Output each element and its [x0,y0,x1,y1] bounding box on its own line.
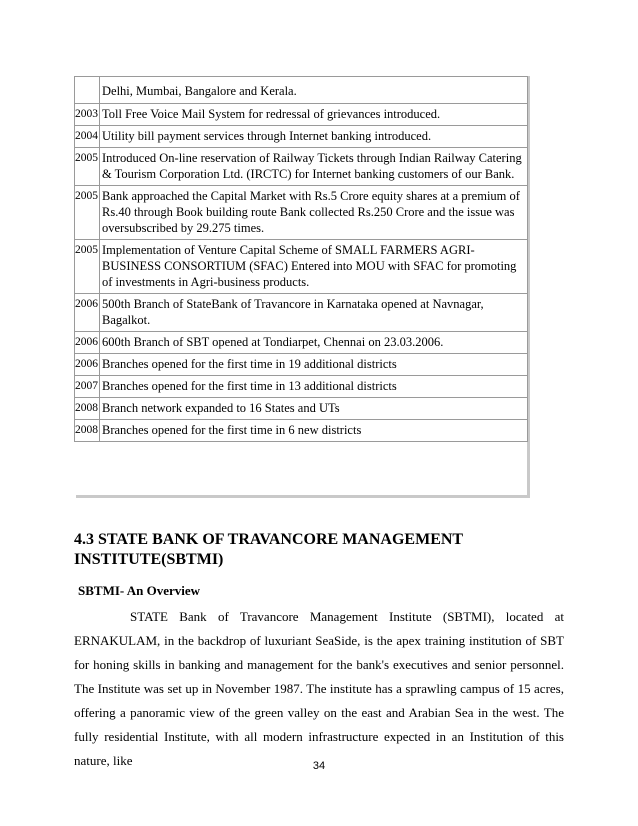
event-cell: Branches opened for the first time in 13 additional districts [100,376,528,398]
year-cell: 2006 [75,354,100,376]
event-cell: Toll Free Voice Mail System for redressal of grievances introduced. [100,104,528,126]
year-cell: 2006 [75,332,100,354]
sub-heading: SBTMI- An Overview [78,583,201,598]
event-cell: Introduced On-line reservation of Railway Tickets through Indian Railway Catering & Tourism Corporation Ltd. (IRCTC) for Internet banking customers of our Bank. [100,148,528,186]
year-cell: 2008 [75,398,100,420]
year-cell: 2005 [75,240,100,294]
event-cell: 500th Branch of StateBank of Travancore in Karnataka opened at Navnagar, Bagalkot. [100,294,528,332]
event-cell: Bank approached the Capital Market with Rs.5 Crore equity shares at a premium of Rs.40 through Book building route Bank collected Rs.250 Crore and the issue was oversubscribed by 29.275 times. [100,186,528,240]
overview-paragraph [74,605,564,773]
table-row [75,240,528,294]
event-cell: Delhi, Mumbai, Bangalore and Kerala. [100,77,528,104]
table-row [75,77,528,104]
page-number: 34 [312,760,326,772]
table-row [75,354,528,376]
table-shadow [76,495,530,498]
table-row [75,126,528,148]
milestones-table [74,76,528,442]
year-cell [75,77,100,104]
year-cell: 2003 [75,104,100,126]
year-cell: 2006 [75,294,100,332]
table-row [75,332,528,354]
table-row [75,148,528,186]
table-row [75,104,528,126]
year-cell: 2008 [75,420,100,442]
event-cell: Branches opened for the first time in 19 additional districts [100,354,528,376]
event-cell: Implementation of Venture Capital Scheme of SMALL FARMERS AGRI-BUSINESS CONSORTIUM (SFAC) Entered into MOU with SFAC for promoting of investments in Agri-business products. [100,240,528,294]
year-cell: 2005 [75,186,100,240]
year-cell: 2005 [75,148,100,186]
paragraph-text: STATE Bank of Travancore Management Institute (SBTMI), located at ERNAKULAM, in the backdrop of luxuriant SeaSide, is the apex training institution of SBT for honing skills in banking and management for the bank's executives and senior personnel. The Institute was set up in November 1987. The institute has a sprawling campus of 15 acres, offering a panoramic view of the green valley on the east and Arabian Sea in the west. The fully residential Institute, with all modern infrastructure expected in an Institution of this nature, like [74,609,564,768]
table-row [75,376,528,398]
year-cell: 2007 [75,376,100,398]
year-cell: 2004 [75,126,100,148]
event-cell: 600th Branch of SBT opened at Tondiarpet, Chennai on 23.03.2006. [100,332,528,354]
section-heading: 4.3 STATE BANK OF TRAVANCORE MANAGEMENT INSTITUTE(SBTMI) [74,531,463,568]
table-row [75,186,528,240]
event-cell: Branches opened for the first time in 6 new districts [100,420,528,442]
table-row [75,398,528,420]
event-cell: Utility bill payment services through Internet banking introduced. [100,126,528,148]
table-row [75,294,528,332]
event-cell: Branch network expanded to 16 States and UTs [100,398,528,420]
table-row [75,420,528,442]
